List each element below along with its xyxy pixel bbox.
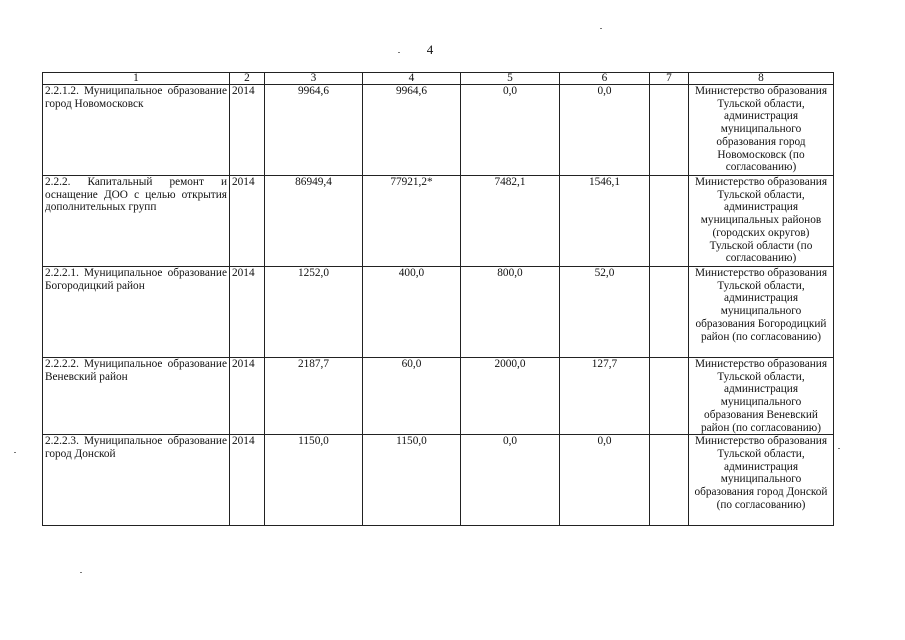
- header-cell-8: 8: [689, 73, 834, 85]
- item-year: 2014: [230, 85, 265, 176]
- header-cell-4: 4: [363, 73, 461, 85]
- item-col6: 52,0: [560, 267, 650, 358]
- item-year: 2014: [230, 176, 265, 267]
- scan-speck: [398, 52, 400, 53]
- item-responsible: Министерство образования Тульской области, администрация муниципального образования Богородицкий район (по согласованию): [689, 267, 834, 358]
- scan-speck: [600, 28, 602, 29]
- item-col4: 77921,2*: [363, 176, 461, 267]
- scan-speck: [14, 452, 16, 453]
- item-name: 2.2.2.2. Муниципальное образование Веневский район: [43, 358, 230, 435]
- item-col7: [650, 176, 689, 267]
- item-col6: 0,0: [560, 435, 650, 526]
- item-total: 1150,0: [265, 435, 363, 526]
- item-col7: [650, 85, 689, 176]
- header-cell-5: 5: [461, 73, 560, 85]
- item-col7: [650, 358, 689, 435]
- item-year: 2014: [230, 267, 265, 358]
- scan-speck: [838, 448, 840, 449]
- item-name: 2.2.2.3. Муниципальное образование город Донской: [43, 435, 230, 526]
- item-col6: 127,7: [560, 358, 650, 435]
- table-row: [43, 85, 834, 176]
- header-cell-1: 1: [43, 73, 230, 85]
- table-row: [43, 267, 834, 358]
- item-col5: 800,0: [461, 267, 560, 358]
- item-total: 86949,4: [265, 176, 363, 267]
- page-number: 4: [426, 42, 434, 57]
- item-col7: [650, 267, 689, 358]
- table-row: [43, 176, 834, 267]
- item-responsible: Министерство образования Тульской области, администрация муниципальных районов (городских округов) Тульской области (по согласованию): [689, 176, 834, 267]
- item-col5: 0,0: [461, 435, 560, 526]
- item-col6: 1546,1: [560, 176, 650, 267]
- header-cell-7: 7: [650, 73, 689, 85]
- item-col5: 2000,0: [461, 358, 560, 435]
- item-col4: 400,0: [363, 267, 461, 358]
- item-year: 2014: [230, 435, 265, 526]
- item-col4: 1150,0: [363, 435, 461, 526]
- item-total: 9964,6: [265, 85, 363, 176]
- header-cell-3: 3: [265, 73, 363, 85]
- table-row: [43, 435, 834, 526]
- header-cell-2: 2: [230, 73, 265, 85]
- item-col5: 0,0: [461, 85, 560, 176]
- item-name: 2.2.2.1. Муниципальное образование Богородицкий район: [43, 267, 230, 358]
- item-col5: 7482,1: [461, 176, 560, 267]
- item-col7: [650, 435, 689, 526]
- item-responsible: Министерство образования Тульской области, администрация муниципального образования город Новомосковск (по согласованию): [689, 85, 834, 176]
- item-total: 2187,7: [265, 358, 363, 435]
- item-col4: 9964,6: [363, 85, 461, 176]
- scan-speck: [80, 572, 82, 573]
- item-name: 2.2.2. Капитальный ремонт и оснащение ДОО с целью открытия дополнительных групп: [43, 176, 230, 267]
- item-col4: 60,0: [363, 358, 461, 435]
- item-year: 2014: [230, 358, 265, 435]
- item-responsible: Министерство образования Тульской области, администрация муниципального образования Веневский район (по согласованию): [689, 358, 834, 435]
- program-table: [42, 72, 834, 526]
- header-row: [43, 73, 834, 85]
- item-total: 1252,0: [265, 267, 363, 358]
- table-row: [43, 358, 834, 435]
- item-col6: 0,0: [560, 85, 650, 176]
- item-responsible: Министерство образования Тульской области, администрация муниципального образования город Донской (по согласованию): [689, 435, 834, 526]
- item-name: 2.2.1.2. Муниципальное образование город Новомосковск: [43, 85, 230, 176]
- header-cell-6: 6: [560, 73, 650, 85]
